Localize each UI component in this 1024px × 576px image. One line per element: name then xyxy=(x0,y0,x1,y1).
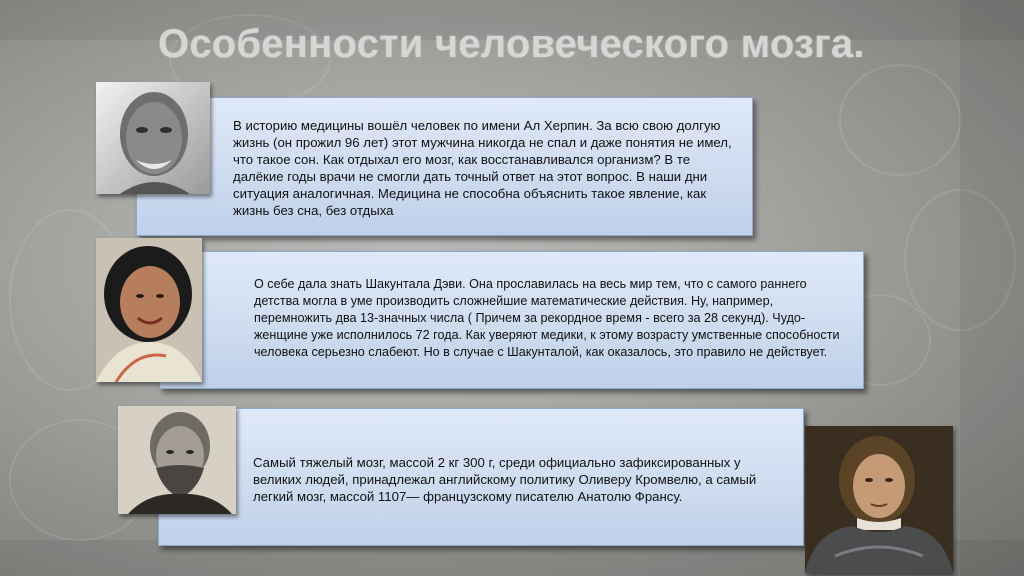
card-text: Самый тяжелый мозг, массой 2 кг 300 г, среди официально зафиксированных у великих людей, принадлежал английскому политику Оливеру Кромвелю, а самый легкий мозг, массой 1107— французскому писателю Анатолю Франсу. xyxy=(253,455,757,504)
portrait-old-man xyxy=(96,82,210,194)
card-text: В историю медицины вошёл человек по имени Ал Херпин. За всю свою долгую жизнь (он прожил 96 лет) этот мужчина никогда не спал и даже понятия не имел, что такое сон. Как отдыхал его мозг, как восстанавливался организм? В те далёкие годы врачи не смогли дать точный ответ на этот вопрос. В наши дни ситуация аналогичная. Медицина не способна объяснить такое явление, как жизнь без сна, без отдыха xyxy=(233,118,732,218)
portrait-anatole-france xyxy=(118,406,236,514)
portrait-oliver-cromwell xyxy=(805,426,953,573)
card-text: О себе дала знать Шакунтала Дэви. Она прославилась на весь мир тем, что с самого раннего детства могла в уме производить сложнейшие математические действия. Ну, например, перемножить два 13-значных числа ( Причем за рекордное время - всего за 28 секунд). Чудо-женщине уже исполнилось 72 года. Как уверяют медики, к этому возрасту умственные способности человека серьезно слабеют. Но в случае с Шакунталой, как оказалось, это правило не действует. xyxy=(254,277,840,359)
text-card-herpin xyxy=(136,97,753,236)
text-card-brain-weight xyxy=(158,408,804,546)
slide-title: Особенности человеческого мозга. xyxy=(158,22,865,66)
portrait-woman xyxy=(96,238,202,382)
text-card-shakuntala xyxy=(159,251,864,389)
